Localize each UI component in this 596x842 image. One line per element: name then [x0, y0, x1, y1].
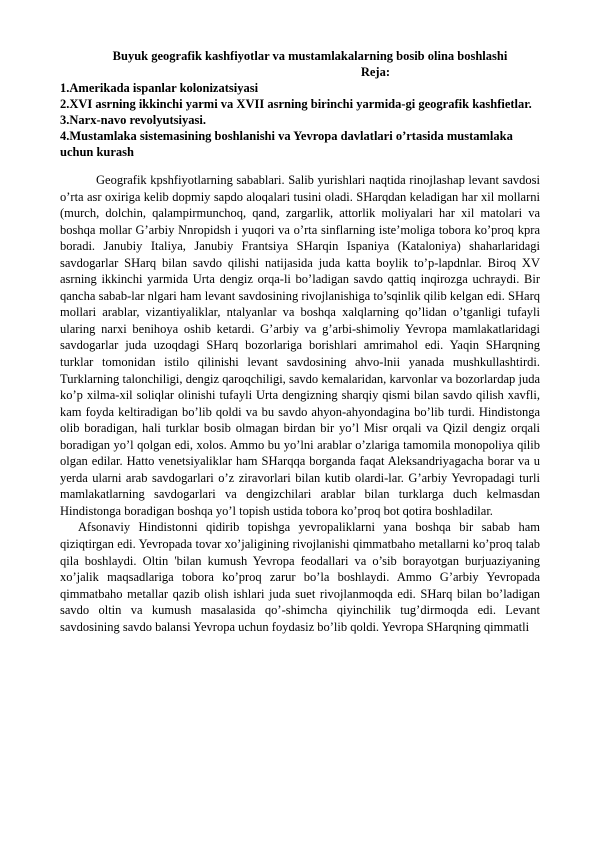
plan-list [60, 80, 540, 160]
plan-item: 4.Mustamlaka sistemasining boshlanishi va Yevropa davlatlari o’rtasida mustamlaka uchun kurash [60, 129, 513, 159]
document-page [60, 48, 540, 635]
plan-heading: Reja: [360, 65, 390, 79]
document-title: Buyuk geografik kashfiyotlar va mustamlakalarning bosib olina boshlashi [112, 49, 508, 63]
plan-item: 1.Amerikada ispanlar kolonizatsiyasi [60, 81, 259, 95]
body-text [60, 172, 540, 635]
paragraph: Geografik kpshfiyotlarning sabablari. Salib yurishlari naqtida rinojlashap levant savdosi o’rta asr oxiriga kelib dopmiy sapdo aloqalari tusini oladi. SHarqdan keladigan har xil mollarni (murch, dolchin, qalampirmunchoq, qand, zargarlik, attorlik moliyalari har xil matolari va boshqa mollar G’arbiy Nnropidsh i yuqori va o’rta sinflarning iste’moliga tobora ko’proq kpra boradi. Janubiy Italiya, Janubiy Frantsiya SHarqin Ispaniya (Kataloniya) shaharlaridagi savdogarlar SHarq bilan savdo qilishi natijasida juda katta boylik to’p-lapdnlar. Biroq XV asrning ikkinchi yarmida Urta dengiz orqa-li bo’ladigan savdo qattiq inqirozga uchraydi. Bir qancha sabab-lar nlgari ham levant savdosining rivojlanishiga to’sqinlik qilib kelgan edi. SHarq mollari arablar, vizantiyaliklar, ntalyanlar va boshqa xalqlarning qo’lidan o’tganligi tufayli ularing narxi benihoya oshib ketardi. G’arbiy va g’arbi-shimoliy Yevropa mamlakatlaridagi savdogarlar juda uzoqdagi SHarq bozorlariga borishlari amrimahol edi. Yaqin SHarqning turklar tomonidan istilo qilinishi levant savdosining ahvo-lnii yanada mushkullashtirdi. Turklarning talonchiligi, dengiz qaroqchiligi, savdo kemalaridan, karvonlar va bozorlardap juda ko’p xilma-xil soliqlar olinishi tufayli Urta dengizning sharqiy qismi bilan savdo qilish xavfli, kam foyda keltiradigan bo’lib qoldi va bu savdo ahyon-ahyondagina bo’lib turdi. Hindistonga olib boradigan, hali turklar bosib olmagan birdan bir yo’l Misr orqali va Qizil dengiz orqali boradigan yo’l qolgan edi, xolos. Ammo bu yo’lni arablar o’zlariga tamomila monopoliya qilib olgan edilar. Hatto venetsiyaliklar ham SHarqqa borganda faqat Aleksandriyagacha borar va u yerda ularni arab savdogarlari o’z ziravorlari bilan kutib olardi-lar. G’arbiy Yevropadagi turli mamlakatlarning savdogarlari va dengizchilari arablar bilan turklarga duch kelmasdan Hindistonga boradigan boshqa yo’l topish ustida tobora ko’proq bot qotira boshladilar. [60, 173, 540, 518]
plan-item: 3.Narx-navo revolyutsiyasi. [60, 113, 206, 127]
plan-item: 2.XVI asrning ikkinchi yarmi va XVII asrning birinchi yarmida-gi geografik kashfietlar. [60, 97, 532, 111]
paragraph: Afsonaviy Hindistonni qidirib topishga yevropaliklarni yana boshqa bir sabab ham qiziqtirgan edi. Yevropada tovar xo’jaligining rivojlanishi qimmatbaho metallarni ko’proq talab qila boshlaydi. Oltin 'bilan kumush Yevropa feodallari va o’sib borayotgan burjuaziyaning xo’jalik maqsadlariga tobora ko’proq zarur bo’la boshlaydi. Ammo G’arbiy Yevropada qimmatbaho metallar qazib olish ishlari juda suet rivojlanmoqda edi. SHarq bilan bo’ladigan savdo oltin va kumush masalasida qo’-shimcha qiyinchilik tug’dirmoqda edi. Levant savdosining savdo balansi Yevropa uchun foydasiz bo’lib qoldi. Yevropa SHarqning qimmatli [60, 520, 540, 634]
